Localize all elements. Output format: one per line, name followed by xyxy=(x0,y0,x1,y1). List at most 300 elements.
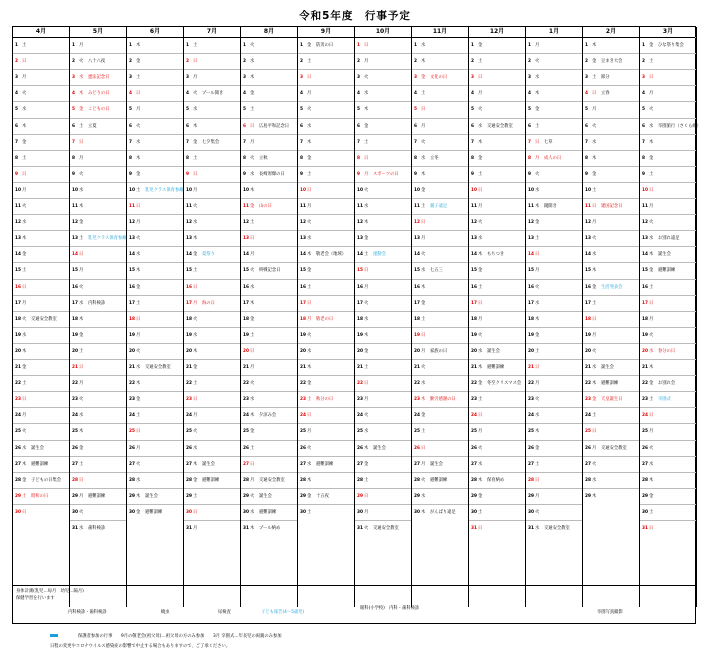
day-row xyxy=(241,391,297,408)
day-number: 25 xyxy=(357,429,363,435)
event-label: 誕生会 xyxy=(202,461,215,467)
day-number: 26 xyxy=(528,445,534,451)
weekday: 金 xyxy=(193,477,198,483)
weekday: 木 xyxy=(307,477,312,483)
day-row xyxy=(241,472,297,489)
day-number: 12 xyxy=(300,220,306,226)
day-row xyxy=(640,246,696,263)
weekday: 火 xyxy=(649,107,654,113)
weekday: 土 xyxy=(478,509,483,515)
day-number: 23 xyxy=(129,397,135,403)
day-row xyxy=(298,37,354,54)
weekday: 木 xyxy=(193,348,198,354)
day-number: 22 xyxy=(186,381,192,387)
day-row xyxy=(412,456,468,473)
day-row xyxy=(412,150,468,167)
weekday: 火 xyxy=(364,413,369,419)
day-row xyxy=(298,488,354,505)
day-row xyxy=(298,85,354,102)
day-row xyxy=(640,311,696,328)
day-number: 5 xyxy=(357,107,360,113)
day-row xyxy=(583,246,639,263)
weekday: 火 xyxy=(307,220,312,226)
day-number: 27 xyxy=(357,461,363,467)
event-label: 生活発表会 xyxy=(601,284,623,290)
day-number: 2 xyxy=(72,59,75,65)
weekday: 木 xyxy=(649,477,654,483)
day-number: 31 xyxy=(72,526,78,531)
weekday: 日 xyxy=(250,348,255,354)
weekday: 土 xyxy=(250,332,255,338)
day-number: 2 xyxy=(528,59,531,65)
weekday: 木 xyxy=(364,445,369,451)
day-number: 12 xyxy=(414,220,420,226)
day-number: 2 xyxy=(186,59,189,65)
day-number: 16 xyxy=(357,284,363,290)
day-row xyxy=(13,101,69,118)
day-row xyxy=(526,262,582,279)
day-row xyxy=(184,295,240,312)
weekday: 火 xyxy=(478,107,483,113)
day-number: 30 xyxy=(15,509,21,515)
day-row xyxy=(583,472,639,489)
day-row xyxy=(127,166,183,183)
event-label: みどりの日 xyxy=(88,91,110,97)
weekday: 日 xyxy=(478,75,483,81)
day-row xyxy=(583,198,639,215)
day-number: 22 xyxy=(243,381,249,387)
day-row xyxy=(640,101,696,118)
weekday: 金 xyxy=(79,445,84,451)
day-row xyxy=(412,391,468,408)
day-row xyxy=(70,118,126,135)
day-row xyxy=(526,182,582,199)
weekday: 水 xyxy=(307,123,312,129)
day-number: 9 xyxy=(471,171,474,177)
day-row xyxy=(127,440,183,457)
weekday: 月 xyxy=(79,493,84,499)
day-number: 25 xyxy=(15,429,21,435)
day-number: 24 xyxy=(129,413,135,419)
weekday: 月 xyxy=(421,123,426,129)
day-row xyxy=(583,423,639,440)
weekday: 水 xyxy=(421,493,426,499)
day-number: 4 xyxy=(300,91,303,97)
day-row xyxy=(298,504,354,521)
day-row xyxy=(13,150,69,167)
day-row xyxy=(355,327,411,344)
day-number: 3 xyxy=(585,75,588,81)
day-row xyxy=(298,118,354,135)
day-number: 2 xyxy=(357,59,360,65)
day-row xyxy=(70,504,126,521)
weekday: 水 xyxy=(79,300,84,306)
day-row xyxy=(184,69,240,86)
weekday: 木 xyxy=(79,204,84,209)
day-row xyxy=(526,69,582,86)
day-row xyxy=(127,359,183,376)
day-number: 21 xyxy=(642,365,648,370)
weekday: 火 xyxy=(535,284,540,290)
day-number: 17 xyxy=(72,300,78,306)
day-row xyxy=(184,279,240,296)
day-row xyxy=(241,488,297,505)
weekday: 月 xyxy=(136,445,141,451)
day-number: 28 xyxy=(243,477,249,483)
weekday: 日 xyxy=(79,252,84,258)
weekday: 日 xyxy=(22,59,27,65)
day-row xyxy=(298,279,354,296)
weekday: 日 xyxy=(421,445,426,451)
day-row xyxy=(355,279,411,296)
event-label: 子どもの日集会 xyxy=(31,477,62,483)
day-row xyxy=(127,214,183,231)
day-row xyxy=(640,343,696,360)
day-row xyxy=(127,85,183,102)
day-row xyxy=(184,53,240,70)
weekday: 土 xyxy=(136,75,141,81)
day-number: 21 xyxy=(528,365,534,370)
weekday: 火 xyxy=(364,187,369,193)
day-number: 31 xyxy=(186,526,192,531)
weekday: 日 xyxy=(136,316,141,322)
day-row xyxy=(13,182,69,199)
day-row xyxy=(13,53,69,70)
event-label: 山の日 xyxy=(259,204,272,209)
day-number: 7 xyxy=(72,139,75,145)
day-row xyxy=(184,150,240,167)
calendar-grid xyxy=(12,26,701,586)
day-row xyxy=(70,37,126,54)
day-number: 25 xyxy=(300,429,306,435)
day-row xyxy=(70,230,126,247)
day-row xyxy=(355,295,411,312)
weekday: 水 xyxy=(307,461,312,467)
day-row xyxy=(13,262,69,279)
day-row xyxy=(640,182,696,199)
day-number: 4 xyxy=(243,91,246,97)
day-number: 9 xyxy=(129,171,132,177)
day-row xyxy=(184,262,240,279)
day-row xyxy=(184,488,240,505)
event-label: 誕生会 xyxy=(487,348,500,354)
day-number: 29 xyxy=(72,493,78,499)
month-header: 10月 xyxy=(355,27,412,37)
day-number: 18 xyxy=(585,316,591,322)
weekday: 火 xyxy=(649,445,654,451)
weekday: 木 xyxy=(592,155,597,161)
day-number: 19 xyxy=(72,332,78,338)
day-row xyxy=(184,504,240,521)
day-number: 12 xyxy=(129,220,135,226)
weekday: 日 xyxy=(364,43,369,48)
day-number: 31 xyxy=(528,526,534,531)
weekday: 水 xyxy=(649,348,654,354)
day-row xyxy=(70,407,126,424)
day-row xyxy=(526,327,582,344)
day-row xyxy=(412,198,468,215)
day-row xyxy=(70,456,126,473)
weekday: 木 xyxy=(22,348,27,354)
day-number: 15 xyxy=(585,268,591,274)
weekday: 土 xyxy=(22,43,27,48)
day-row xyxy=(355,101,411,118)
weekday: 金 xyxy=(307,268,312,274)
weekday: 木 xyxy=(250,300,255,306)
weekday: 火 xyxy=(136,461,141,467)
day-row xyxy=(127,118,183,135)
event-label: 節分 xyxy=(601,75,610,81)
day-number: 6 xyxy=(300,123,303,129)
day-number: 7 xyxy=(186,139,189,145)
day-number: 26 xyxy=(243,445,249,451)
event-label: 誕生会 xyxy=(601,365,614,370)
weekday: 日 xyxy=(535,365,540,370)
weekday: 木 xyxy=(421,509,426,515)
day-number: 8 xyxy=(72,155,75,161)
day-number: 13 xyxy=(414,236,420,242)
day-number: 21 xyxy=(414,365,420,370)
weekday: 水 xyxy=(649,236,654,242)
day-row xyxy=(298,230,354,247)
weekday: 木 xyxy=(136,43,141,48)
day-number: 17 xyxy=(528,300,534,306)
day-number: 31 xyxy=(243,526,249,531)
day-row xyxy=(583,311,639,328)
day-row xyxy=(298,262,354,279)
day-row xyxy=(241,456,297,473)
day-row xyxy=(469,375,525,392)
weekday: 土 xyxy=(307,59,312,65)
day-row xyxy=(184,407,240,424)
weekday: 月 xyxy=(535,155,540,161)
day-number: 23 xyxy=(72,397,78,403)
weekday: 金 xyxy=(250,429,255,435)
weekday: 日 xyxy=(364,381,369,387)
day-number: 27 xyxy=(642,461,648,467)
day-number: 10 xyxy=(300,187,306,193)
day-row xyxy=(469,440,525,457)
day-number: 17 xyxy=(471,300,477,306)
day-number: 29 xyxy=(129,493,135,499)
month-header: 1月 xyxy=(526,27,583,37)
event-label: 長崎原爆の日 xyxy=(259,171,285,177)
weekday: 日 xyxy=(307,187,312,193)
day-row xyxy=(469,423,525,440)
weekday: 日 xyxy=(364,493,369,499)
day-row xyxy=(469,343,525,360)
day-number: 10 xyxy=(642,187,648,193)
weekday: 水 xyxy=(193,220,198,226)
day-number: 16 xyxy=(642,284,648,290)
weekday: 月 xyxy=(250,365,255,370)
day-number: 7 xyxy=(414,139,417,145)
day-number: 18 xyxy=(414,316,420,322)
day-row xyxy=(469,182,525,199)
weekday: 火 xyxy=(307,332,312,338)
day-row xyxy=(355,230,411,247)
day-row xyxy=(412,262,468,279)
day-number: 8 xyxy=(15,155,18,161)
weekday: 水 xyxy=(250,397,255,403)
weekday: 土 xyxy=(478,397,483,403)
day-number: 28 xyxy=(129,477,135,483)
day-number: 3 xyxy=(357,75,360,81)
day-number: 6 xyxy=(414,123,417,129)
day-number: 29 xyxy=(642,493,648,499)
day-row xyxy=(127,456,183,473)
month-column xyxy=(13,37,70,607)
weekday: 火 xyxy=(250,155,255,161)
weekday: 日 xyxy=(22,397,27,403)
day-number: 26 xyxy=(471,445,477,451)
day-row xyxy=(640,118,701,135)
day-number: 28 xyxy=(528,477,534,483)
day-row xyxy=(583,440,639,457)
event-label: 憲法記念日 xyxy=(88,75,110,81)
event-label: 避難訓練 xyxy=(487,365,505,370)
day-row xyxy=(298,198,354,215)
day-number: 18 xyxy=(186,316,192,322)
weekday: 水 xyxy=(307,348,312,354)
day-row xyxy=(355,198,411,215)
page-title: 令和5年度 行事予定 xyxy=(299,10,411,22)
day-number: 29 xyxy=(357,493,363,499)
weekday: 月 xyxy=(421,461,426,467)
day-row xyxy=(526,134,582,151)
day-row xyxy=(298,134,354,151)
day-number: 20 xyxy=(414,348,420,354)
weekday: 日 xyxy=(364,155,369,161)
day-row xyxy=(184,37,240,54)
event-label: 避難訓練 xyxy=(31,461,49,467)
weekday: 月 xyxy=(79,268,84,274)
day-row xyxy=(583,359,639,376)
day-number: 11 xyxy=(243,204,249,209)
day-number: 21 xyxy=(357,365,363,370)
day-number: 5 xyxy=(186,107,189,113)
day-row xyxy=(469,134,525,151)
day-row xyxy=(184,214,240,231)
weekday: 日 xyxy=(649,300,654,306)
day-number: 31 xyxy=(357,526,363,531)
day-number: 19 xyxy=(186,332,192,338)
month-header: 8月 xyxy=(241,27,298,37)
weekday: 木 xyxy=(478,139,483,145)
day-number: 17 xyxy=(186,300,192,306)
day-number: 10 xyxy=(243,187,249,193)
day-row xyxy=(469,407,525,424)
weekday: 金 xyxy=(136,59,141,65)
weekday: 金 xyxy=(79,332,84,338)
weekday: 土 xyxy=(364,252,369,258)
day-number: 26 xyxy=(186,445,192,451)
event-label: お別れ遠足 xyxy=(658,236,680,242)
weekday: 日 xyxy=(478,300,483,306)
day-number: 25 xyxy=(72,429,78,435)
day-row xyxy=(640,359,696,376)
weekday: 土 xyxy=(535,461,540,467)
day-row xyxy=(583,101,639,118)
day-row xyxy=(355,311,411,328)
day-row xyxy=(241,295,297,312)
day-number: 28 xyxy=(357,477,363,483)
weekday: 水 xyxy=(79,526,84,531)
day-row xyxy=(70,295,126,312)
weekday: 木 xyxy=(193,461,198,467)
day-number: 26 xyxy=(414,445,420,451)
day-row xyxy=(184,359,240,376)
day-row xyxy=(355,423,411,440)
weekday: 木 xyxy=(136,268,141,274)
weekday: 土 xyxy=(307,171,312,177)
note-2: 日程の変更やコロナウイルス感染症の影響で中止する場合もありますので、ご了承ください。 xyxy=(50,644,231,649)
weekday: 土 xyxy=(592,300,597,306)
day-number: 23 xyxy=(471,397,477,403)
day-row xyxy=(184,85,240,102)
day-number: 29 xyxy=(528,493,534,499)
day-number: 11 xyxy=(585,204,591,209)
weekday: 土 xyxy=(478,59,483,65)
day-row xyxy=(241,134,297,151)
day-row xyxy=(70,101,126,118)
month-column xyxy=(127,37,184,607)
weekday: 水 xyxy=(592,365,597,370)
day-row xyxy=(469,198,525,215)
day-number: 4 xyxy=(357,91,360,97)
weekday: 水 xyxy=(421,268,426,274)
day-row xyxy=(526,85,582,102)
day-row xyxy=(469,391,525,408)
weekday: 土 xyxy=(136,300,141,306)
day-row xyxy=(469,359,525,376)
day-number: 15 xyxy=(243,268,249,274)
day-row xyxy=(469,262,525,279)
day-number: 25 xyxy=(585,429,591,435)
weekday: 水 xyxy=(592,477,597,483)
day-row xyxy=(412,327,468,344)
day-row xyxy=(184,166,240,183)
day-row xyxy=(640,37,696,54)
day-number: 4 xyxy=(129,91,132,97)
footer-item-6: 卒園写真撮影 xyxy=(597,610,623,615)
day-row xyxy=(412,375,468,392)
day-number: 24 xyxy=(243,413,249,419)
weekday: 日 xyxy=(421,332,426,338)
weekday: 木 xyxy=(250,413,255,419)
day-number: 3 xyxy=(129,75,132,81)
day-number: 18 xyxy=(72,316,78,322)
day-row xyxy=(184,198,240,215)
weekday: 水 xyxy=(478,348,483,354)
day-number: 30 xyxy=(72,509,78,515)
footer-line-2: 保健学習を行います xyxy=(16,596,55,601)
day-number: 10 xyxy=(357,187,363,193)
weekday: 土 xyxy=(22,155,27,161)
day-number: 20 xyxy=(15,348,21,354)
event-label: 秋分の日 xyxy=(316,397,334,403)
weekday: 水 xyxy=(250,284,255,290)
day-row xyxy=(640,279,696,296)
weekday: 木 xyxy=(478,477,483,483)
weekday: 火 xyxy=(364,300,369,306)
weekday: 月 xyxy=(478,316,483,322)
day-row xyxy=(298,423,354,440)
day-number: 1 xyxy=(414,43,417,48)
day-row xyxy=(583,166,639,183)
weekday: 月 xyxy=(649,91,654,97)
month-column xyxy=(640,37,701,607)
